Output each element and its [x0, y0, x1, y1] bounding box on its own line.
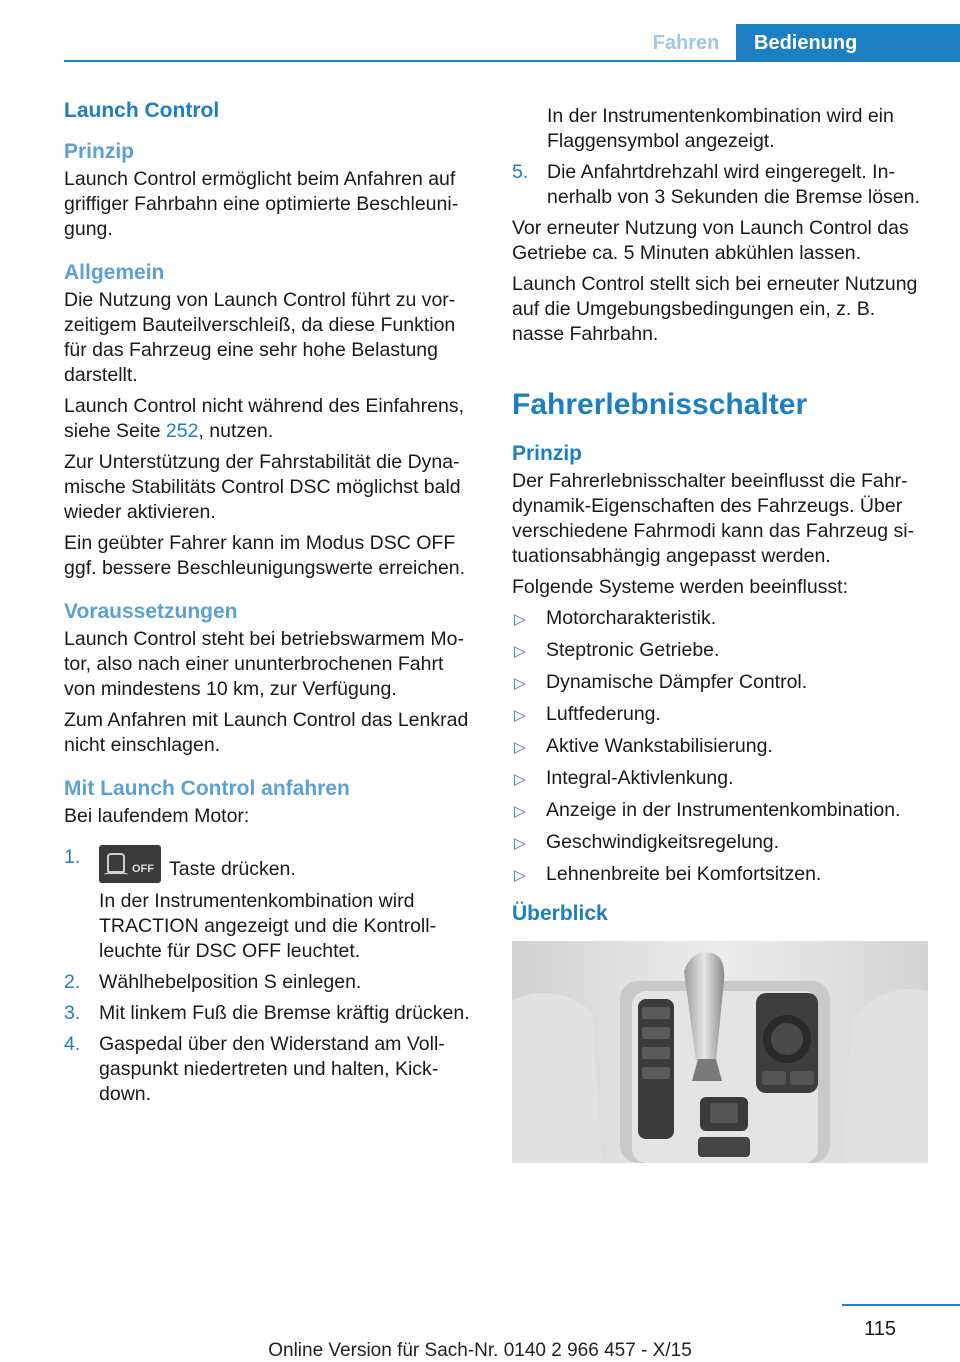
page-number: 115	[864, 1318, 896, 1340]
paragraph-bei-laufendem-motor: Bei laufendem Motor:	[64, 805, 250, 827]
list-item	[512, 766, 932, 791]
list-item	[512, 862, 932, 887]
footer-rule	[842, 1304, 960, 1306]
heading-mit-launch-control: Mit Launch Control anfahren	[64, 777, 350, 800]
list-item	[512, 670, 932, 695]
triangle-bullet-icon: ▷	[514, 739, 526, 756]
heading-prinzip: Prinzip	[64, 140, 135, 163]
triangle-bullet-icon: ▷	[514, 707, 526, 724]
left-column	[64, 98, 480, 1113]
list-item-text: Integral-Aktivlenkung.	[546, 767, 734, 789]
list-item-text: Dynamische Dämpfer Control.	[546, 671, 808, 693]
step-5	[512, 160, 932, 210]
triangle-bullet-icon: ▷	[514, 643, 526, 660]
list-item-text: Anzeige in der Instrumentenkombination.	[546, 799, 901, 821]
list-item	[512, 638, 932, 663]
step-text: Wählhebelposition S einlegen.	[99, 971, 362, 993]
step-number: 3.	[64, 1002, 81, 1024]
step-number: 4.	[64, 1033, 81, 1055]
steps-list-continued	[512, 104, 932, 210]
step-number: 2.	[64, 971, 81, 993]
list-item-text: Lehnenbreite bei Komfortsitzen.	[546, 863, 822, 885]
step-1	[64, 845, 480, 964]
online-version-footer: Online Version für Sach-Nr. 0140 2 966 457 - X/15	[268, 1340, 692, 1361]
triangle-bullet-icon: ▷	[514, 803, 526, 820]
list-item	[512, 798, 932, 823]
center-console-photo	[512, 941, 928, 1163]
paragraph-voraussetzungen-1: Launch Control steht bei betriebswarmem Motor, also nach einer ununterbrochenen Fahrt von mindestens 10 km, zur Verfügung.	[64, 628, 464, 700]
systems-list	[512, 606, 932, 887]
triangle-bullet-icon: ▷	[514, 771, 526, 788]
list-item-text: Motorcharakteristik.	[546, 607, 717, 629]
step-text: Mit linkem Fuß die Bremse kräftig drücken.	[99, 1002, 470, 1024]
heading-voraussetzungen: Voraussetzungen	[64, 600, 238, 623]
list-item	[512, 830, 932, 855]
step-3	[64, 1001, 480, 1026]
center-console-illustration	[512, 941, 928, 1163]
triangle-bullet-icon: ▷	[514, 611, 526, 628]
list-item	[512, 702, 932, 727]
paragraph-prinzip: Launch Control ermöglicht beim Anfahren auf griffiger Fahrbahn eine optimierte Beschleunigung.	[64, 168, 459, 240]
right-column	[512, 98, 932, 1163]
step-continuation: In der Instrumentenkombination wird ein Flaggensymbol angezeigt.	[547, 105, 894, 152]
paragraph-allgemein-1: Die Nutzung von Launch Control führt zu vorzeitigem Bauteilverschleiß, da diese Funktion für das Fahrzeug eine sehr hohe Belastung darstellt.	[64, 289, 456, 386]
section-title-launch-control: Launch Control	[64, 99, 220, 122]
section-title-fahrerlebnisschalter: Fahrerlebnisschalter	[512, 388, 808, 421]
triangle-bullet-icon: ▷	[514, 675, 526, 692]
paragraph-allgemein-4: Ein geübter Fahrer kann im Modus DSC OFF ggf. bessere Beschleunigungswerte erreichen.	[64, 532, 466, 579]
heading-prinzip-fes: Prinzip	[512, 442, 583, 465]
paragraph-systems-intro: Folgende Systeme werden beeinflusst:	[512, 576, 849, 598]
triangle-bullet-icon: ▷	[514, 835, 526, 852]
paragraph-allgemein-2	[64, 394, 480, 444]
heading-ueberblick: Überblick	[512, 902, 608, 925]
step-number: 5.	[512, 161, 529, 183]
list-item-text: Steptronic Getriebe.	[546, 639, 720, 661]
step-number: 1.	[64, 846, 81, 868]
paragraph-prinzip-fes: Der Fahrerlebnisschalter beeinflusst die Fahrdynamik-Eigenschaften des Fahrzeugs. Über verschiedene Fahrmodi kann das Fahrzeug situationsabhängig angepasst werden.	[512, 470, 915, 567]
step-4	[64, 1032, 480, 1107]
dsc-off-key-icon	[99, 845, 161, 883]
step-4-continuation	[512, 104, 932, 154]
step-text: Taste drücken.	[169, 858, 296, 880]
key-icon-label: OFF	[132, 863, 154, 875]
list-item-text: Luftfederung.	[546, 703, 661, 725]
tab-fahren[interactable]: Fahren	[652, 31, 720, 54]
steps-list	[64, 845, 480, 1107]
paragraph-abkuehlen: Vor erneuter Nutzung von Launch Control das Getriebe ca. 5 Minuten abkühlen lassen.	[512, 217, 909, 264]
triangle-bullet-icon: ▷	[514, 867, 526, 884]
list-item	[512, 606, 932, 631]
list-item-text: Aktive Wankstabilisierung.	[546, 735, 773, 757]
list-item	[512, 734, 932, 759]
text-before-link: Launch Control nicht während des Einfahrens, siehe Seite	[64, 395, 464, 442]
step-text: Die Anfahrtdrehzahl wird eingeregelt. Innerhalb von 3 Sekunden die Bremse lösen.	[547, 161, 920, 208]
step-text: Gaspedal über den Widerstand am Vollgaspunkt niedertreten und halten, Kickdown.	[99, 1033, 445, 1105]
list-item-text: Geschwindigkeitsregelung.	[546, 831, 780, 853]
text-after-link: , nutzen.	[198, 420, 274, 442]
page-link-252[interactable]: 252	[165, 420, 199, 442]
car-skid-icon	[107, 853, 125, 873]
paragraph-allgemein-3: Zur Unterstützung der Fahrstabilität die Dynamische Stabilitäts Control DSC möglichst bald wieder aktivieren.	[64, 451, 461, 523]
header-rule	[64, 60, 960, 62]
tab-bedienung[interactable]: Bedienung	[736, 24, 960, 62]
paragraph-umgebung: Launch Control stellt sich bei erneuter Nutzung auf die Umgebungsbedingungen ein, z. B. nasse Fahrbahn.	[512, 273, 918, 345]
step-2	[64, 970, 480, 995]
paragraph-voraussetzungen-2: Zum Anfahren mit Launch Control das Lenkrad nicht einschlagen.	[64, 709, 469, 756]
step-continuation: In der Instrumentenkombination wird TRACTION angezeigt und die Kontrollleuchte für DSC OFF leuchtet.	[99, 890, 437, 962]
heading-allgemein: Allgemein	[64, 261, 165, 284]
